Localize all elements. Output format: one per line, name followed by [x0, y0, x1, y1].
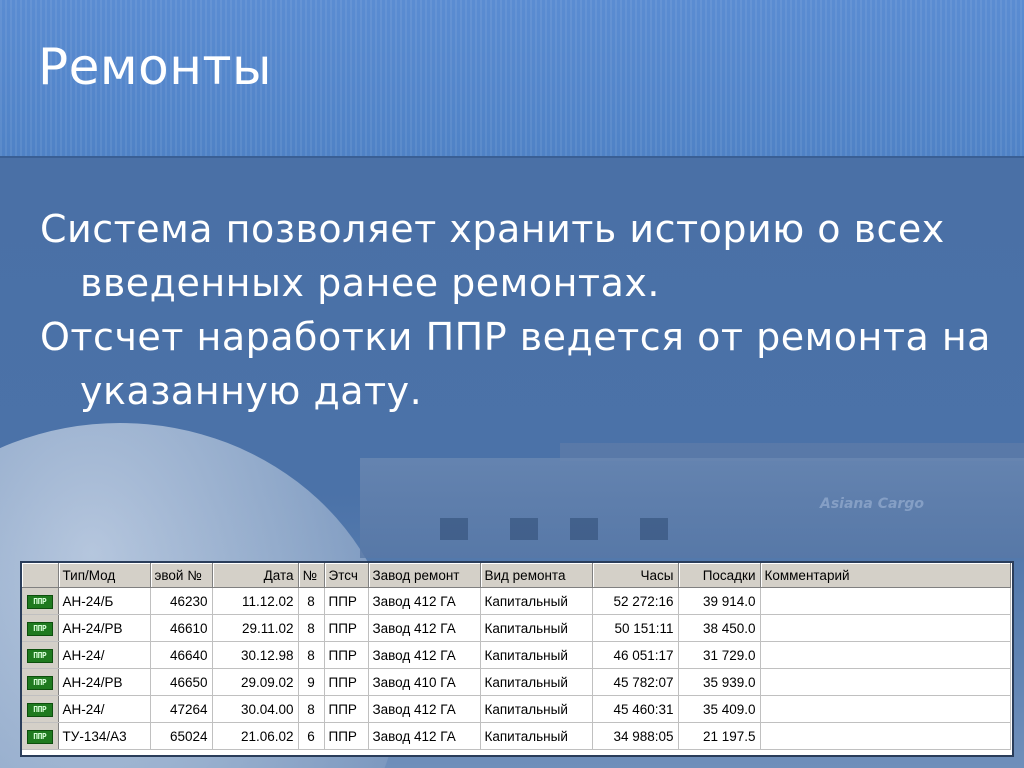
cell-comment[interactable]	[760, 615, 1010, 642]
repairs-grid[interactable]	[20, 561, 1014, 757]
cell-board[interactable]: 46640	[150, 642, 212, 669]
cell-comment[interactable]	[760, 642, 1010, 669]
table-row[interactable]	[22, 669, 1010, 696]
row-selector[interactable]	[22, 615, 58, 642]
cell-hours[interactable]: 46 051:17	[592, 642, 678, 669]
column-header-kind[interactable]: Вид ремонта	[480, 563, 592, 588]
column-header-comment[interactable]: Комментарий	[760, 563, 1010, 588]
title-bar	[0, 0, 1024, 158]
column-header-hours[interactable]: Часы	[592, 563, 678, 588]
table-row[interactable]	[22, 642, 1010, 669]
cell-number[interactable]: 6	[298, 723, 324, 750]
cell-kind[interactable]: Капитальный	[480, 588, 592, 615]
cell-date[interactable]: 21.06.02	[212, 723, 298, 750]
cell-kind[interactable]: Капитальный	[480, 723, 592, 750]
cell-date[interactable]: 29.09.02	[212, 669, 298, 696]
table-row[interactable]	[22, 588, 1010, 615]
building-window	[440, 518, 468, 540]
cell-board[interactable]: 46650	[150, 669, 212, 696]
column-header-type[interactable]: Тип/Мод	[58, 563, 150, 588]
cell-hours[interactable]: 34 988:05	[592, 723, 678, 750]
cell-type[interactable]: ТУ-134/А3	[58, 723, 150, 750]
cell-hours[interactable]: 45 782:07	[592, 669, 678, 696]
ppr-icon: ППР	[27, 730, 53, 744]
cell-date[interactable]: 30.12.98	[212, 642, 298, 669]
background-logo: Asiana Cargo	[820, 496, 924, 512]
header-row	[22, 563, 1010, 588]
cell-date[interactable]: 11.12.02	[212, 588, 298, 615]
cell-etsch[interactable]: ППР	[324, 669, 368, 696]
cell-etsch[interactable]: ППР	[324, 723, 368, 750]
cell-plant[interactable]: Завод 412 ГА	[368, 615, 480, 642]
cell-etsch[interactable]: ППР	[324, 615, 368, 642]
ppr-icon: ППР	[27, 595, 53, 609]
ppr-icon: ППР	[27, 703, 53, 717]
column-header-etsch[interactable]: Этсч	[324, 563, 368, 588]
bullet-list	[40, 202, 1000, 418]
cell-landings[interactable]: 31 729.0	[678, 642, 760, 669]
cell-type[interactable]: АН-24/	[58, 696, 150, 723]
cell-comment[interactable]	[760, 723, 1010, 750]
cell-comment[interactable]	[760, 696, 1010, 723]
cell-number[interactable]: 9	[298, 669, 324, 696]
slide-title: Ремонты	[38, 38, 273, 96]
cell-board[interactable]: 46230	[150, 588, 212, 615]
column-header-selector[interactable]	[22, 563, 58, 588]
cell-landings[interactable]: 21 197.5	[678, 723, 760, 750]
cell-etsch[interactable]: ППР	[324, 642, 368, 669]
cell-plant[interactable]: Завод 412 ГА	[368, 588, 480, 615]
cell-hours[interactable]: 45 460:31	[592, 696, 678, 723]
repairs-table	[22, 563, 1011, 750]
ppr-icon: ППР	[27, 649, 53, 663]
table-row[interactable]	[22, 723, 1010, 750]
grid-body	[22, 588, 1010, 750]
cell-comment[interactable]	[760, 588, 1010, 615]
cell-hours[interactable]: 52 272:16	[592, 588, 678, 615]
cell-landings[interactable]: 38 450.0	[678, 615, 760, 642]
building-window	[640, 518, 668, 540]
cell-number[interactable]: 8	[298, 588, 324, 615]
cell-number[interactable]: 8	[298, 696, 324, 723]
cell-plant[interactable]: Завод 412 ГА	[368, 642, 480, 669]
cell-type[interactable]: АН-24/Б	[58, 588, 150, 615]
cell-number[interactable]: 8	[298, 615, 324, 642]
cell-kind[interactable]: Капитальный	[480, 696, 592, 723]
cell-landings[interactable]: 39 914.0	[678, 588, 760, 615]
cell-comment[interactable]	[760, 669, 1010, 696]
cell-type[interactable]: АН-24/РВ	[58, 615, 150, 642]
cell-landings[interactable]: 35 939.0	[678, 669, 760, 696]
row-selector[interactable]	[22, 669, 58, 696]
cell-kind[interactable]: Капитальный	[480, 615, 592, 642]
cell-kind[interactable]: Капитальный	[480, 669, 592, 696]
cell-board[interactable]: 47264	[150, 696, 212, 723]
column-header-board[interactable]: эвой №	[150, 563, 212, 588]
cell-plant[interactable]: Завод 410 ГА	[368, 669, 480, 696]
cell-etsch[interactable]: ППР	[324, 588, 368, 615]
cell-number[interactable]: 8	[298, 642, 324, 669]
ppr-icon: ППР	[27, 676, 53, 690]
column-header-date[interactable]: Дата	[212, 563, 298, 588]
row-selector[interactable]	[22, 588, 58, 615]
row-selector[interactable]	[22, 642, 58, 669]
cell-etsch[interactable]: ППР	[324, 696, 368, 723]
cell-hours[interactable]: 50 151:11	[592, 615, 678, 642]
cell-date[interactable]: 30.04.00	[212, 696, 298, 723]
column-header-number[interactable]: №	[298, 563, 324, 588]
cell-landings[interactable]: 35 409.0	[678, 696, 760, 723]
cell-plant[interactable]: Завод 412 ГА	[368, 723, 480, 750]
column-header-landings[interactable]: Посадки	[678, 563, 760, 588]
cell-board[interactable]: 46610	[150, 615, 212, 642]
building-window	[570, 518, 598, 540]
cell-type[interactable]: АН-24/РВ	[58, 669, 150, 696]
cell-kind[interactable]: Капитальный	[480, 642, 592, 669]
row-selector[interactable]	[22, 696, 58, 723]
cell-type[interactable]: АН-24/	[58, 642, 150, 669]
column-header-plant[interactable]: Завод ремонт	[368, 563, 480, 588]
table-row[interactable]	[22, 615, 1010, 642]
ppr-icon: ППР	[27, 622, 53, 636]
row-selector[interactable]	[22, 723, 58, 750]
cell-plant[interactable]: Завод 412 ГА	[368, 696, 480, 723]
cell-board[interactable]: 65024	[150, 723, 212, 750]
cell-date[interactable]: 29.11.02	[212, 615, 298, 642]
table-row[interactable]	[22, 696, 1010, 723]
building-window	[510, 518, 538, 540]
bullet-item: Система позволяет хранить историю о всех введенных ранее ремонтах.	[40, 207, 945, 305]
hangar-building	[360, 458, 1024, 558]
bullet-item: Отсчет наработки ППР ведется от ремонта на указанную дату.	[40, 315, 991, 413]
